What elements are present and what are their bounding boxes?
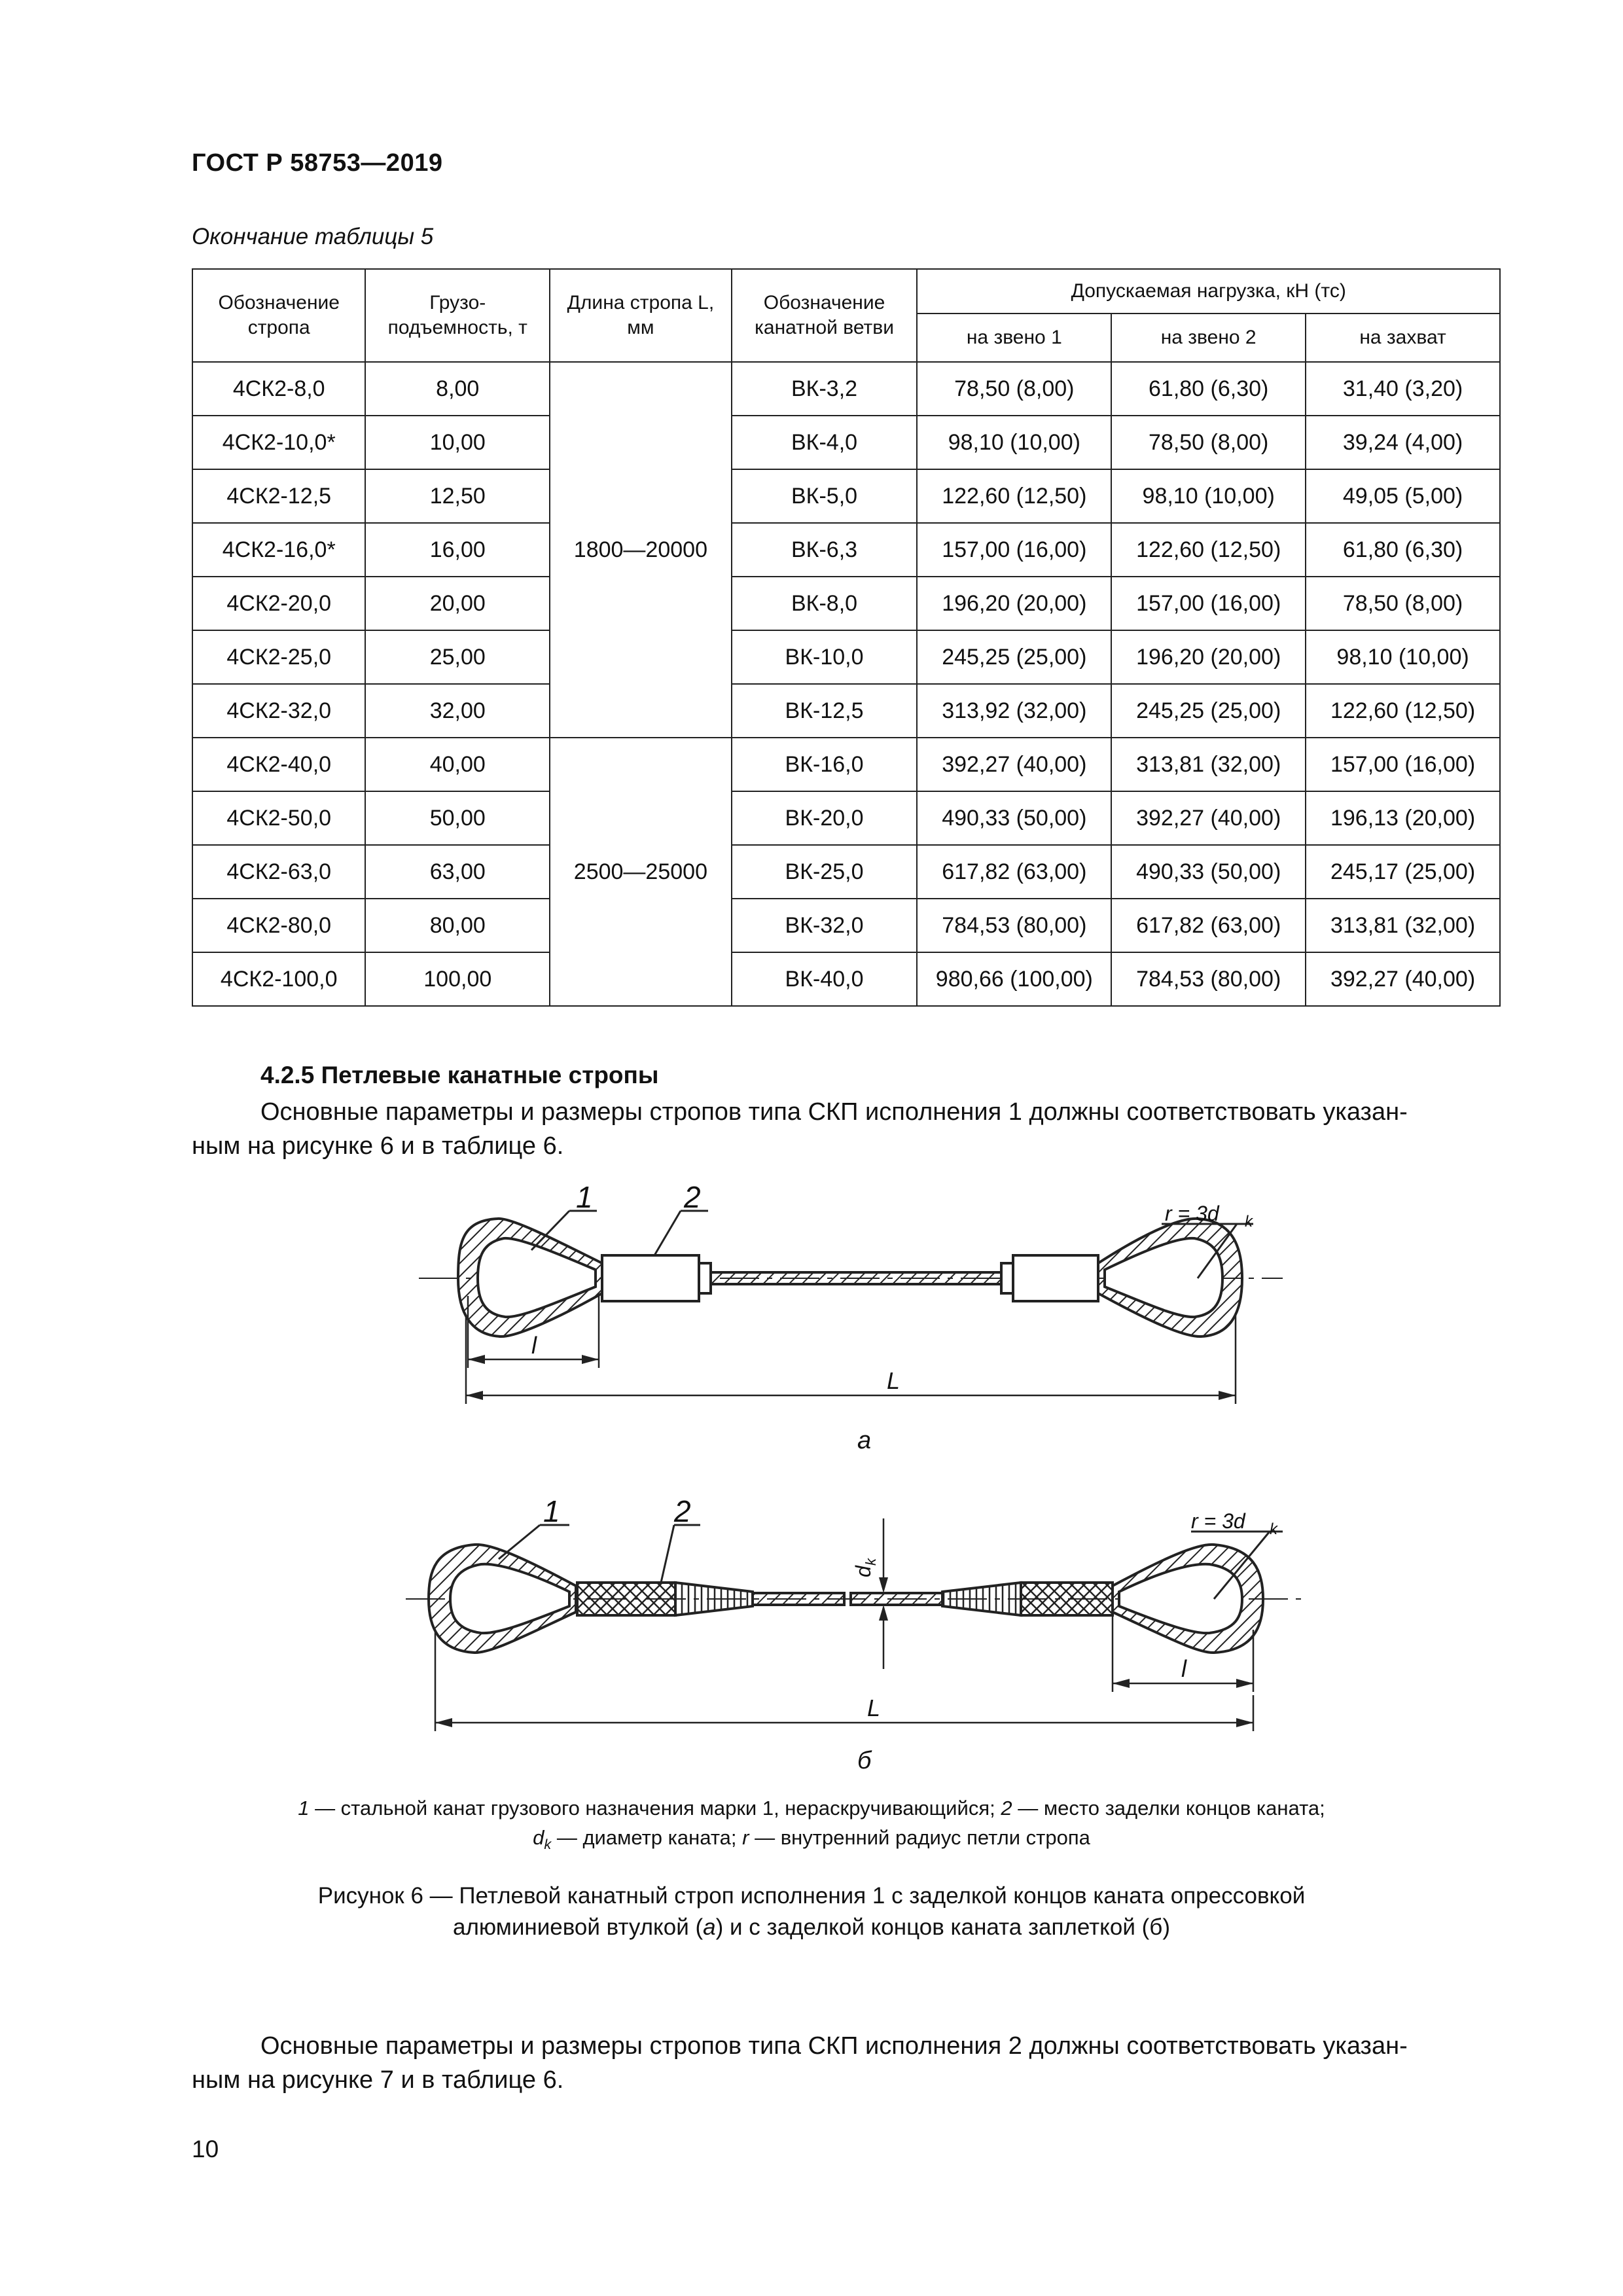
cell-load-link2: 245,25 (25,00)	[1111, 684, 1306, 738]
cell-designation: 4СК2-16,0*	[192, 523, 365, 577]
cell-designation: 4СК2-100,0	[192, 952, 365, 1006]
cell-load-grip: 98,10 (10,00)	[1306, 630, 1500, 684]
cell-load-link1: 98,10 (10,00)	[917, 416, 1111, 469]
table-row	[192, 362, 1500, 416]
cell-branch: ВК-5,0	[732, 469, 918, 523]
col-header-link1: на звено 1	[917, 314, 1111, 362]
legend-dk-sym: d	[533, 1826, 544, 1849]
radius-label-a: r = 3d	[1165, 1202, 1219, 1225]
cell-branch: ВК-16,0	[732, 738, 918, 791]
table-row	[192, 416, 1500, 469]
table-row	[192, 791, 1500, 845]
table-caption: Окончание таблицы 5	[192, 224, 434, 249]
cell-capacity: 50,00	[365, 791, 550, 845]
cell-load-link2: 122,60 (12,50)	[1111, 523, 1306, 577]
legend-r-sym: r	[742, 1826, 749, 1849]
radius-sub-a: k	[1245, 1213, 1253, 1230]
cell-load-link2: 313,81 (32,00)	[1111, 738, 1306, 791]
col-header-load-group: Допускаемая нагрузка, кН (тс)	[917, 269, 1500, 314]
figure-caption-line-2	[0, 1914, 1623, 1941]
callout-1-b: 1	[543, 1494, 560, 1528]
legend-dk-sub: k	[544, 1836, 552, 1853]
cell-capacity: 32,00	[365, 684, 550, 738]
cell-load-grip: 245,17 (25,00)	[1306, 845, 1500, 899]
cell-branch: ВК-32,0	[732, 899, 918, 952]
table-row	[192, 738, 1500, 791]
callout-1-a: 1	[576, 1180, 593, 1214]
figure-legend-line-2	[0, 1826, 1623, 1853]
cell-capacity: 100,00	[365, 952, 550, 1006]
legend-dk-text: — диаметр каната;	[551, 1826, 743, 1849]
cell-load-link2: 157,00 (16,00)	[1111, 577, 1306, 630]
cell-capacity: 80,00	[365, 899, 550, 952]
dk-sub: k	[863, 1558, 879, 1566]
cell-load-link1: 78,50 (8,00)	[917, 362, 1111, 416]
cell-capacity: 40,00	[365, 738, 550, 791]
col-header-link2: на звено 2	[1111, 314, 1306, 362]
callout-2-a: 2	[684, 1180, 701, 1214]
callout-2-b: 2	[674, 1494, 691, 1528]
paragraph-2-line-2: ным на рисунке 7 и в таблице 6.	[192, 2066, 564, 2094]
cell-load-grip: 49,05 (5,00)	[1306, 469, 1500, 523]
cell-designation: 4СК2-20,0	[192, 577, 365, 630]
dim-l-b: l	[1181, 1655, 1186, 1682]
col-header-length: Длина стропа L, мм	[550, 269, 732, 362]
radius-sub-b: k	[1270, 1520, 1277, 1538]
cell-load-grip: 313,81 (32,00)	[1306, 899, 1500, 952]
dim-L-a: L	[887, 1367, 901, 1394]
cell-load-grip: 122,60 (12,50)	[1306, 684, 1500, 738]
dim-l-a: l	[531, 1332, 537, 1359]
table-row	[192, 630, 1500, 684]
figure-legend-line-1	[0, 1797, 1623, 1820]
cell-load-grip: 31,40 (3,20)	[1306, 362, 1500, 416]
col-header-capacity: Грузо-подъемность, т	[365, 269, 550, 362]
cell-branch: ВК-25,0	[732, 845, 918, 899]
cell-load-link1: 784,53 (80,00)	[917, 899, 1111, 952]
paragraph-1-line-1: Основные параметры и размеры стропов типа СКП исполнения 1 должны соответствовать указан-	[260, 1098, 1408, 1126]
table-row	[192, 523, 1500, 577]
table-row	[192, 577, 1500, 630]
table-row	[192, 469, 1500, 523]
col-header-branch: Обозначение канатной ветви	[732, 269, 918, 362]
cell-load-link1: 313,92 (32,00)	[917, 684, 1111, 738]
cell-load-grip: 61,80 (6,30)	[1306, 523, 1500, 577]
cell-branch: ВК-3,2	[732, 362, 918, 416]
figure-6a-drawing	[0, 1165, 1623, 1466]
cell-branch: ВК-12,5	[732, 684, 918, 738]
legend-r-text: — внутренний радиус петли стропа	[749, 1826, 1090, 1849]
cell-branch: ВК-20,0	[732, 791, 918, 845]
paragraph-1-line-2: ным на рисунке 6 и в таблице 6.	[192, 1132, 564, 1160]
figure-6b-drawing	[0, 1479, 1623, 1780]
legend-item2-num: 2	[1001, 1797, 1012, 1820]
cell-load-link1: 196,20 (20,00)	[917, 577, 1111, 630]
dim-L-b: L	[867, 1695, 881, 1721]
table-5	[192, 268, 1501, 1007]
table-row	[192, 952, 1500, 1006]
cell-load-link1: 392,27 (40,00)	[917, 738, 1111, 791]
cell-designation: 4СК2-10,0*	[192, 416, 365, 469]
cell-load-link2: 617,82 (63,00)	[1111, 899, 1306, 952]
cell-capacity: 8,00	[365, 362, 550, 416]
cell-capacity: 10,00	[365, 416, 550, 469]
cell-capacity: 12,50	[365, 469, 550, 523]
cell-load-link1: 157,00 (16,00)	[917, 523, 1111, 577]
cell-designation: 4СК2-63,0	[192, 845, 365, 899]
cell-branch: ВК-4,0	[732, 416, 918, 469]
cell-load-grip: 39,24 (4,00)	[1306, 416, 1500, 469]
cell-capacity: 16,00	[365, 523, 550, 577]
cell-load-grip: 392,27 (40,00)	[1306, 952, 1500, 1006]
cell-load-link2: 196,20 (20,00)	[1111, 630, 1306, 684]
radius-label-b: r = 3d	[1191, 1509, 1245, 1533]
cell-branch: ВК-6,3	[732, 523, 918, 577]
section-title: 4.2.5 Петлевые канатные стропы	[260, 1062, 659, 1088]
cell-load-link2: 61,80 (6,30)	[1111, 362, 1306, 416]
cell-capacity: 25,00	[365, 630, 550, 684]
cell-capacity: 20,00	[365, 577, 550, 630]
document-header: ГОСТ Р 58753—2019	[192, 149, 443, 177]
caption-line2-pre: алюминиевой втулкой (	[453, 1914, 704, 1940]
caption-line2-post: ) и с заделкой концов каната заплеткой (б)	[715, 1914, 1170, 1940]
cell-designation: 4СК2-8,0	[192, 362, 365, 416]
cell-length-range: 1800—20000	[550, 362, 732, 738]
cell-load-link2: 392,27 (40,00)	[1111, 791, 1306, 845]
legend-item1-text: — стальной канат грузового назначения марки 1, нераскручивающийся;	[309, 1797, 1001, 1820]
col-header-designation: Обозначение стропа	[192, 269, 365, 362]
cell-load-link1: 245,25 (25,00)	[917, 630, 1111, 684]
cell-branch: ВК-40,0	[732, 952, 918, 1006]
cell-branch: ВК-8,0	[732, 577, 918, 630]
table-row	[192, 684, 1500, 738]
legend-item1-num: 1	[298, 1797, 310, 1820]
subfig-a-label: а	[857, 1427, 872, 1454]
cell-load-link1: 617,82 (63,00)	[917, 845, 1111, 899]
cell-load-link1: 122,60 (12,50)	[917, 469, 1111, 523]
cell-designation: 4СК2-40,0	[192, 738, 365, 791]
cell-designation: 4СК2-32,0	[192, 684, 365, 738]
subfig-b-label: б	[857, 1747, 872, 1774]
page-number: 10	[192, 2136, 219, 2162]
legend-item2-text: — место заделки концов каната;	[1012, 1797, 1325, 1820]
cell-designation: 4СК2-25,0	[192, 630, 365, 684]
cell-load-grip: 78,50 (8,00)	[1306, 577, 1500, 630]
cell-load-link1: 490,33 (50,00)	[917, 791, 1111, 845]
cell-designation: 4СК2-50,0	[192, 791, 365, 845]
cell-load-link2: 784,53 (80,00)	[1111, 952, 1306, 1006]
cell-load-link2: 490,33 (50,00)	[1111, 845, 1306, 899]
cell-designation: 4СК2-12,5	[192, 469, 365, 523]
caption-line2-a: а	[703, 1914, 716, 1940]
figure-caption-line-1: Рисунок 6 — Петлевой канатный строп исполнения 1 с заделкой концов каната опрессовкой	[317, 1883, 1306, 1909]
cell-designation: 4СК2-80,0	[192, 899, 365, 952]
col-header-grip: на захват	[1306, 314, 1500, 362]
table-row	[192, 845, 1500, 899]
cell-load-link2: 78,50 (8,00)	[1111, 416, 1306, 469]
cell-load-link2: 98,10 (10,00)	[1111, 469, 1306, 523]
cell-load-grip: 157,00 (16,00)	[1306, 738, 1500, 791]
dk-label: d	[851, 1566, 875, 1577]
table-body	[192, 362, 1500, 1006]
cell-length-range: 2500—25000	[550, 738, 732, 1006]
cell-load-grip: 196,13 (20,00)	[1306, 791, 1500, 845]
cell-load-link1: 980,66 (100,00)	[917, 952, 1111, 1006]
table-row	[192, 899, 1500, 952]
paragraph-2-line-1: Основные параметры и размеры стропов типа СКП исполнения 2 должны соответствовать указан-	[260, 2032, 1408, 2060]
cell-capacity: 63,00	[365, 845, 550, 899]
cell-branch: ВК-10,0	[732, 630, 918, 684]
